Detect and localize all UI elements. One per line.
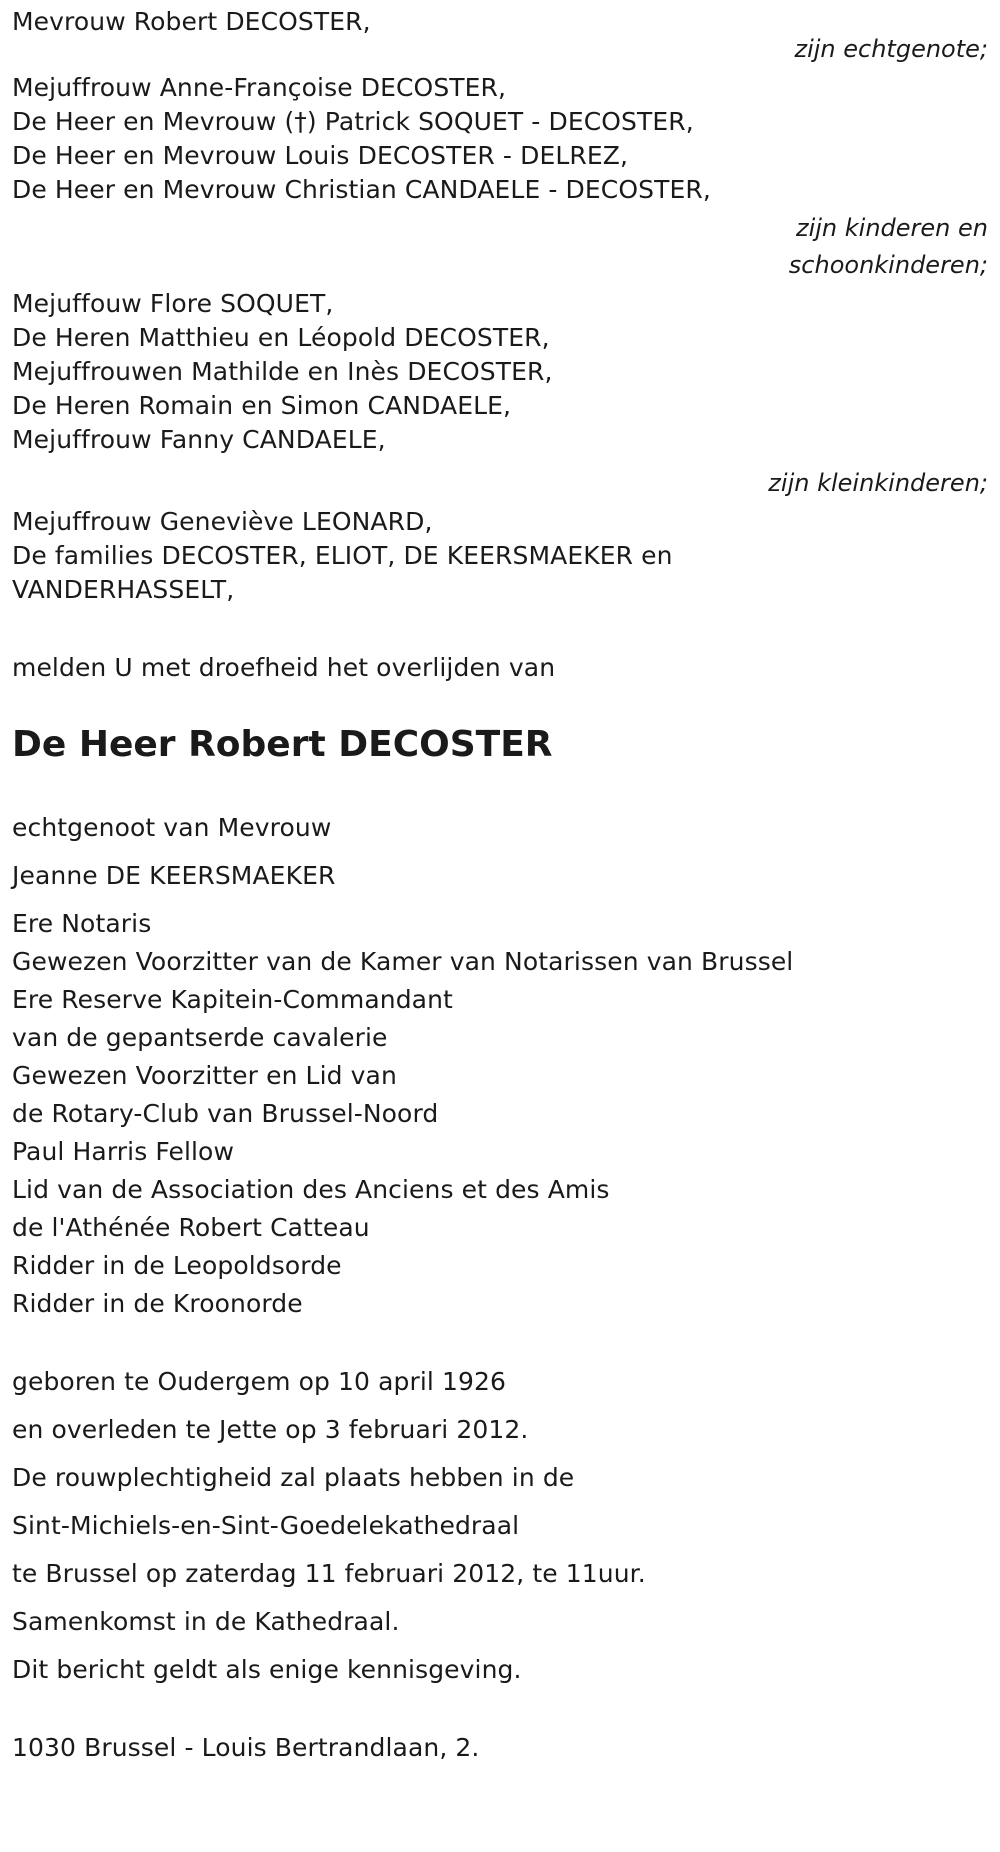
- detail-line: Samenkomst in de Kathedraal.: [12, 1607, 400, 1636]
- title-line: Paul Harris Fellow: [12, 1137, 234, 1166]
- family-name-line: Mejuffrouw Anne-Françoise DECOSTER,: [12, 73, 507, 102]
- family-name-line: Mejuffouw Flore SOQUET,: [12, 289, 334, 318]
- family-name-line: De families DECOSTER, ELIOT, DE KEERSMAEKER en: [12, 541, 673, 570]
- detail-line: geboren te Oudergem op 10 april 1926: [12, 1367, 507, 1396]
- family-name-line: De Heren Romain en Simon CANDAELE,: [12, 391, 512, 420]
- family-name-line: De Heer en Mevrouw Louis DECOSTER - DELREZ,: [12, 141, 629, 170]
- family-name-line: De Heer en Mevrouw Christian CANDAELE - DECOSTER,: [12, 175, 711, 204]
- title-line: Ere Reserve Kapitein-Commandant: [12, 985, 453, 1014]
- spouse-intro-text: echtgenoot van Mevrouw: [12, 813, 332, 842]
- family-name-line: Mejuffrouw Fanny CANDAELE,: [12, 425, 386, 454]
- title-line: Gewezen Voorzitter en Lid van: [12, 1061, 397, 1090]
- role-label-children-line2: schoonkinderen;: [788, 251, 988, 279]
- title-line: Ridder in de Leopoldsorde: [12, 1251, 342, 1280]
- detail-line: en overleden te Jette op 3 februari 2012.: [12, 1415, 529, 1444]
- family-name-line: De Heren Matthieu en Léopold DECOSTER,: [12, 323, 550, 352]
- address-line: 1030 Brussel - Louis Bertrandlaan, 2.: [12, 1733, 480, 1762]
- detail-line: De rouwplechtigheid zal plaats hebben in de: [12, 1463, 575, 1492]
- detail-line: Dit bericht geldt als enige kennisgeving.: [12, 1655, 522, 1684]
- title-line: Ridder in de Kroonorde: [12, 1289, 303, 1318]
- family-name-line: De Heer en Mevrouw (†) Patrick SOQUET - DECOSTER,: [12, 107, 694, 136]
- announcement-text: melden U met droefheid het overlijden van: [12, 653, 556, 682]
- title-line: de Rotary-Club van Brussel-Noord: [12, 1099, 439, 1128]
- title-line: van de gepantserde cavalerie: [12, 1023, 388, 1052]
- title-line: Gewezen Voorzitter van de Kamer van Notarissen van Brussel: [12, 947, 794, 976]
- family-name-line: VANDERHASSELT,: [12, 575, 235, 604]
- family-name-line: Mevrouw Robert DECOSTER,: [12, 7, 371, 36]
- role-label-grandchildren: zijn kleinkinderen;: [768, 469, 988, 497]
- title-line: Ere Notaris: [12, 909, 152, 938]
- spouse-name-text: Jeanne DE KEERSMAEKER: [12, 861, 336, 890]
- detail-line: te Brussel op zaterdag 11 februari 2012, te 11uur.: [12, 1559, 646, 1588]
- family-name-line: Mejuffrouw Geneviève LEONARD,: [12, 507, 433, 536]
- role-label-children-line1: zijn kinderen en: [796, 214, 988, 242]
- deceased-name-heading: De Heer Robert DECOSTER: [12, 724, 553, 765]
- title-line: de l'Athénée Robert Catteau: [12, 1213, 370, 1242]
- title-line: Lid van de Association des Anciens et des Amis: [12, 1175, 610, 1204]
- detail-line: Sint-Michiels-en-Sint-Goedelekathedraal: [12, 1511, 520, 1540]
- role-label-spouse: zijn echtgenote;: [794, 35, 988, 63]
- family-name-line: Mejuffrouwen Mathilde en Inès DECOSTER,: [12, 357, 553, 386]
